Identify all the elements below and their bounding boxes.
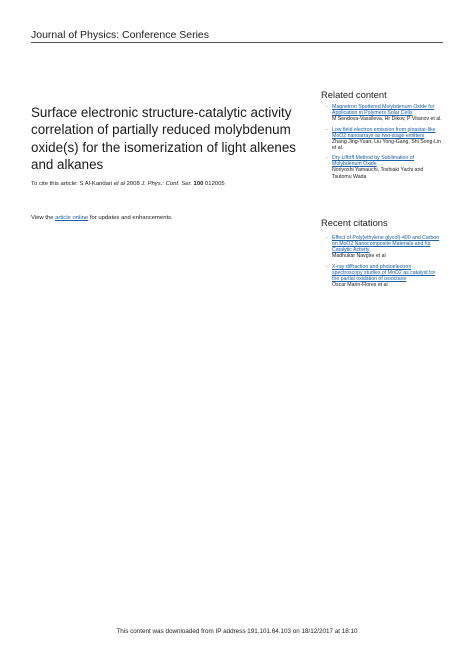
related-item [326, 126, 442, 151]
bullet-marker: - [326, 235, 328, 241]
citation-item [326, 263, 442, 288]
cite-journal: J. Phys.: Conf. Ser. [141, 181, 192, 187]
related-item-link[interactable]: Low field electron emission from pinastar-like MoO2 nanoarrays as two-stage emitters [332, 126, 436, 139]
bullet-marker: - [326, 126, 328, 133]
related-item [326, 155, 442, 180]
header-rule [31, 42, 443, 43]
view-prefix: View the [31, 215, 56, 221]
related-item [326, 104, 442, 123]
article-online-link[interactable]: article online [55, 215, 89, 221]
journal-header: Journal of Physics: Conference Series [31, 29, 210, 41]
related-item-authors: Noriyoshi Yamauchi, Toshiaki Yachi and Tsutomu Wada [332, 167, 424, 180]
cite-volume: 100 [193, 181, 204, 187]
bullet-marker: - [326, 104, 328, 110]
cite-prefix: To cite this article: S Al-Kandari [31, 181, 114, 187]
citation-item-link[interactable]: Effect of Poly(ethylene glycol)-400 and Carbon on MoO2 Nanocomposite Materials and Its Catalytic Activity [332, 235, 440, 254]
citation-item-authors: Madhukar Navgire et al [332, 253, 386, 260]
cite-year: 2008 [124, 181, 142, 187]
related-content-list [326, 104, 442, 184]
related-item-authors: M Sendova-Vassileva, Hr Dikov, P Vitanov et al. [332, 116, 442, 123]
view-online-line [31, 214, 173, 222]
view-suffix: for updates and enhancements. [88, 215, 173, 221]
citation-line [31, 180, 311, 188]
download-footer: This content was downloaded from IP address 191.101.64.103 on 18/12/2017 at 18:10 [116, 628, 358, 635]
recent-citations-list [326, 235, 442, 292]
related-item-link[interactable]: Dry Liftoff Method by Sublimation of Molybdenum Oxide [332, 155, 415, 168]
cite-number: 012005 [203, 181, 225, 187]
citation-item-link[interactable]: X-ray diffraction and photoelectron spectroscopy studies of MoO2 as catalyst for the partial oxidation of isooctane [332, 263, 436, 282]
cite-etal: et al [113, 181, 125, 187]
bullet-marker: - [326, 263, 328, 270]
bullet-marker: - [326, 155, 328, 162]
related-item-authors: Zhang Jing-Yuan, Liu Yong-Gang, Shi Song-Lin et al. [332, 138, 442, 151]
citation-item [326, 235, 442, 260]
related-item-link[interactable]: Magnetron Sputtered Molybdenum Oxide for Application in Polymers Solar Cells [332, 104, 435, 117]
related-content-heading: Related content [321, 89, 387, 100]
article-title: Surface electronic structure-catalytic activity correlation of partially reduced molybdenum oxide(s) for the isomerization of light alkenes and alkanes [31, 105, 296, 172]
citation-item-authors: Oscar Marin-Flores et al [332, 281, 388, 288]
recent-citations-heading: Recent citations [321, 217, 388, 228]
